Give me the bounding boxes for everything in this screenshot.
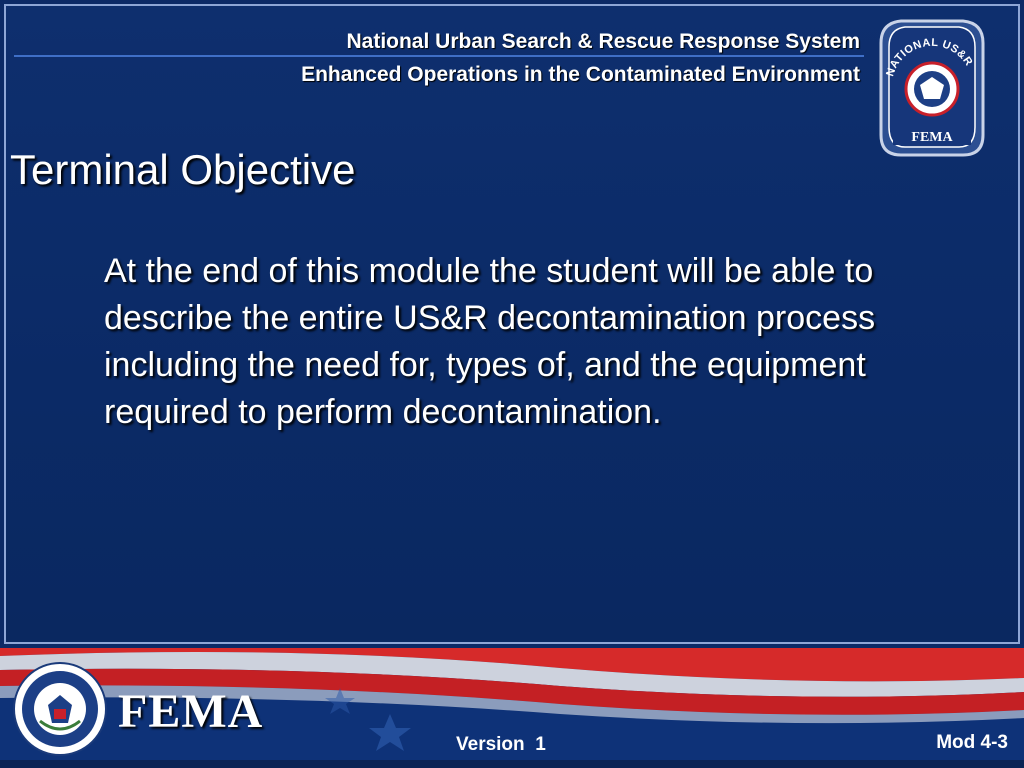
slide-title: Terminal Objective <box>10 146 356 193</box>
fema-wordmark: FEMA <box>118 685 264 738</box>
objective-text: At the end of this module the student will be able to describe the entire US&R decontamination process including the need for, types of, and the equipment required to perform decontamination. <box>104 252 876 431</box>
footer-banner <box>0 648 1024 768</box>
usar-badge-icon <box>871 15 993 161</box>
version-label: Version 1 <box>456 734 546 755</box>
header-rule <box>14 55 864 57</box>
module-number: Mod 4-3 <box>936 732 1008 753</box>
svg-text:NATIONAL US&R: NATIONAL US&R <box>884 36 975 78</box>
svg-text:FEMA: FEMA <box>911 130 953 145</box>
header-subtitle: Enhanced Operations in the Contaminated Environment <box>301 63 860 86</box>
dhs-seal-icon <box>12 661 108 757</box>
header-title: National Urban Search & Rescue Response System <box>346 30 860 53</box>
